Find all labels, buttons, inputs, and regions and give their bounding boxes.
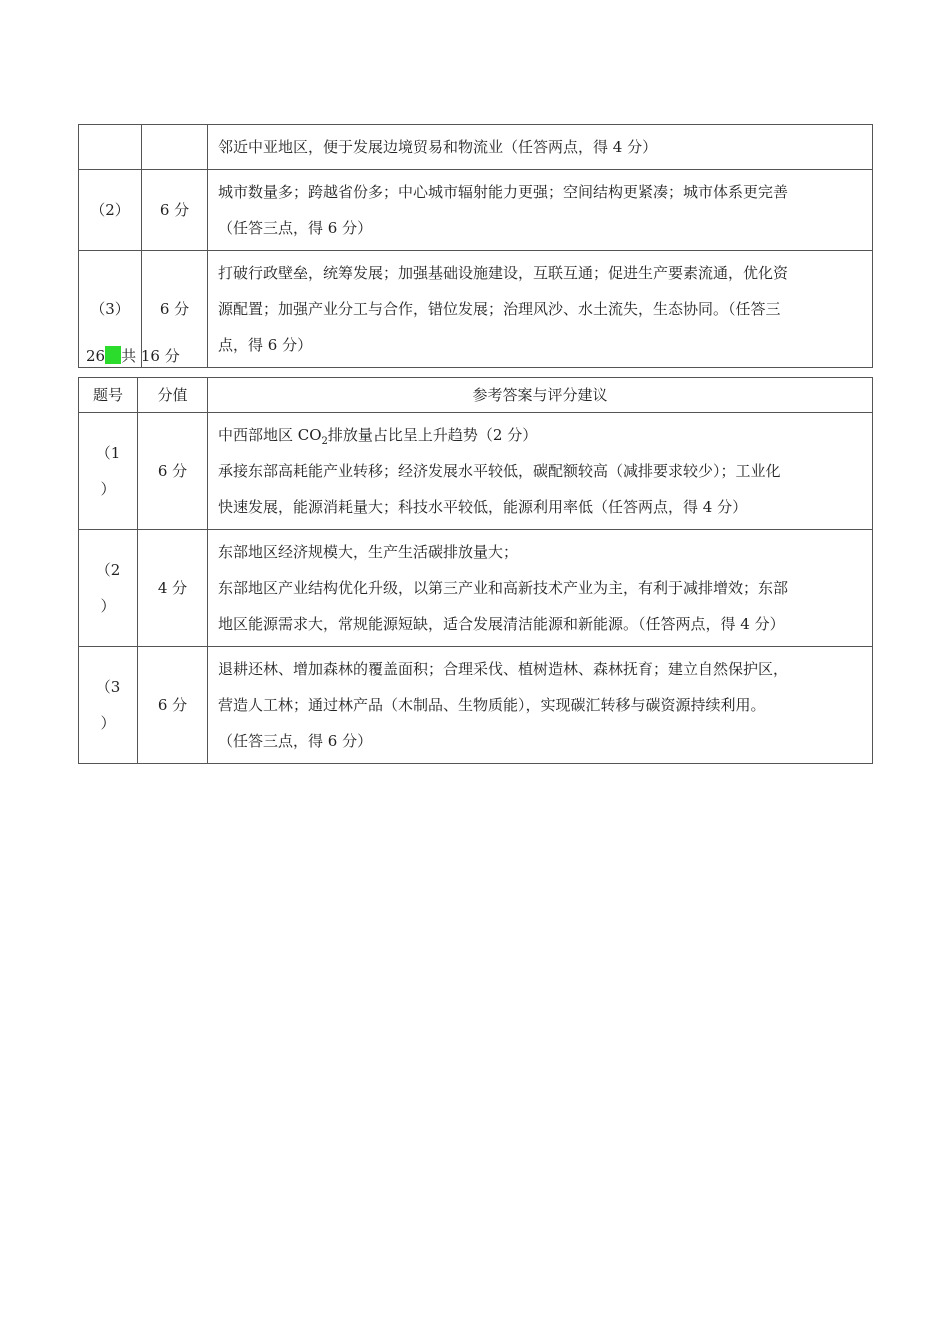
score-cell: 4 分 xyxy=(138,530,208,647)
section-heading-26 xyxy=(86,343,180,369)
answer-line: 源配置；加强产业分工与合作，错位发展；治理风沙、水土流失，生态协同。（任答三 xyxy=(218,300,781,318)
question-cell xyxy=(79,647,138,764)
header-score: 分值 xyxy=(138,378,208,413)
score-cell: 6 分 xyxy=(142,251,208,368)
section-number: 26 xyxy=(86,347,106,365)
highlight-mark xyxy=(105,346,121,364)
answer-line: 邻近中亚地区，便于发展边境贸易和物流业（任答两点，得 4 分） xyxy=(218,138,658,156)
question-cell: （2） xyxy=(79,170,142,251)
answer-text: 排放量占比呈上升趋势（2 分） xyxy=(327,426,538,444)
header-answer: 参考答案与评分建议 xyxy=(208,378,873,413)
answer-cell xyxy=(208,413,873,530)
table-row xyxy=(79,413,873,530)
subscript: 2 xyxy=(321,436,328,447)
answer-line: （任答三点，得 6 分） xyxy=(218,732,373,750)
score-cell: 6 分 xyxy=(138,413,208,530)
answer-line: 退耕还林、增加森林的覆盖面积；合理采伐、植树造林、森林抚育；建立自然保护区， xyxy=(218,660,789,678)
question-number: （2 xyxy=(95,561,121,579)
score-cell: 6 分 xyxy=(142,170,208,251)
question-number-close: ） xyxy=(100,597,116,615)
answer-cell xyxy=(208,647,873,764)
answer-line: 城市数量多；跨越省份多；中心城市辐射能力更强；空间结构更紧凑；城市体系更完善 xyxy=(218,183,789,201)
answer-cell xyxy=(208,251,873,368)
answer-line: 东部地区产业结构优化升级，以第三产业和高新技术产业为主，有利于减排增效；东部 xyxy=(218,579,789,597)
answer-line: 地区能源需求大，常规能源短缺，适合发展清洁能源和新能源。（任答两点，得 4 分） xyxy=(218,615,785,633)
answer-line: 东部地区经济规模大，生产生活碳排放量大； xyxy=(218,543,519,561)
answer-line: 点，得 6 分） xyxy=(218,336,313,354)
table-row xyxy=(79,125,873,170)
answer-line: 打破行政壁垒，统筹发展；加强基础设施建设，互联互通；促进生产要素流通，优化资 xyxy=(218,264,789,282)
answer-cell xyxy=(208,125,873,170)
question-number-close: ） xyxy=(100,714,116,732)
question-number-close: ） xyxy=(100,480,116,498)
table-row xyxy=(79,251,873,368)
answer-text: 中西部地区 CO xyxy=(218,426,322,444)
answer-table-25 xyxy=(78,124,873,368)
table-header-row xyxy=(79,378,873,413)
question-cell xyxy=(79,530,138,647)
table-row xyxy=(79,647,873,764)
table-row xyxy=(79,530,873,647)
question-cell xyxy=(79,125,142,170)
answer-cell xyxy=(208,530,873,647)
question-cell: （3） xyxy=(79,251,142,368)
answer-line: 承接东部高耗能产业转移；经济发展水平较低，碳配额较高（减排要求较少）；工业化 xyxy=(218,462,781,480)
question-number: （1 xyxy=(95,444,121,462)
answer-table-26 xyxy=(78,377,873,764)
answer-line: （任答三点，得 6 分） xyxy=(218,219,373,237)
header-question: 题号 xyxy=(79,378,138,413)
answer-line: 快速发展，能源消耗量大；科技水平较低，能源利用率低（任答两点，得 4 分） xyxy=(218,498,748,516)
score-cell xyxy=(142,125,208,170)
answer-cell xyxy=(208,170,873,251)
question-cell xyxy=(79,413,138,530)
score-cell: 6 分 xyxy=(138,647,208,764)
table-row xyxy=(79,170,873,251)
answer-line xyxy=(218,417,862,453)
answer-line: 营造人工林；通过林产品（木制品、生物质能），实现碳汇转移与碳资源持续利用。 xyxy=(218,696,766,714)
section-total: 共 16 分 xyxy=(121,347,180,365)
question-number: （3 xyxy=(95,678,121,696)
